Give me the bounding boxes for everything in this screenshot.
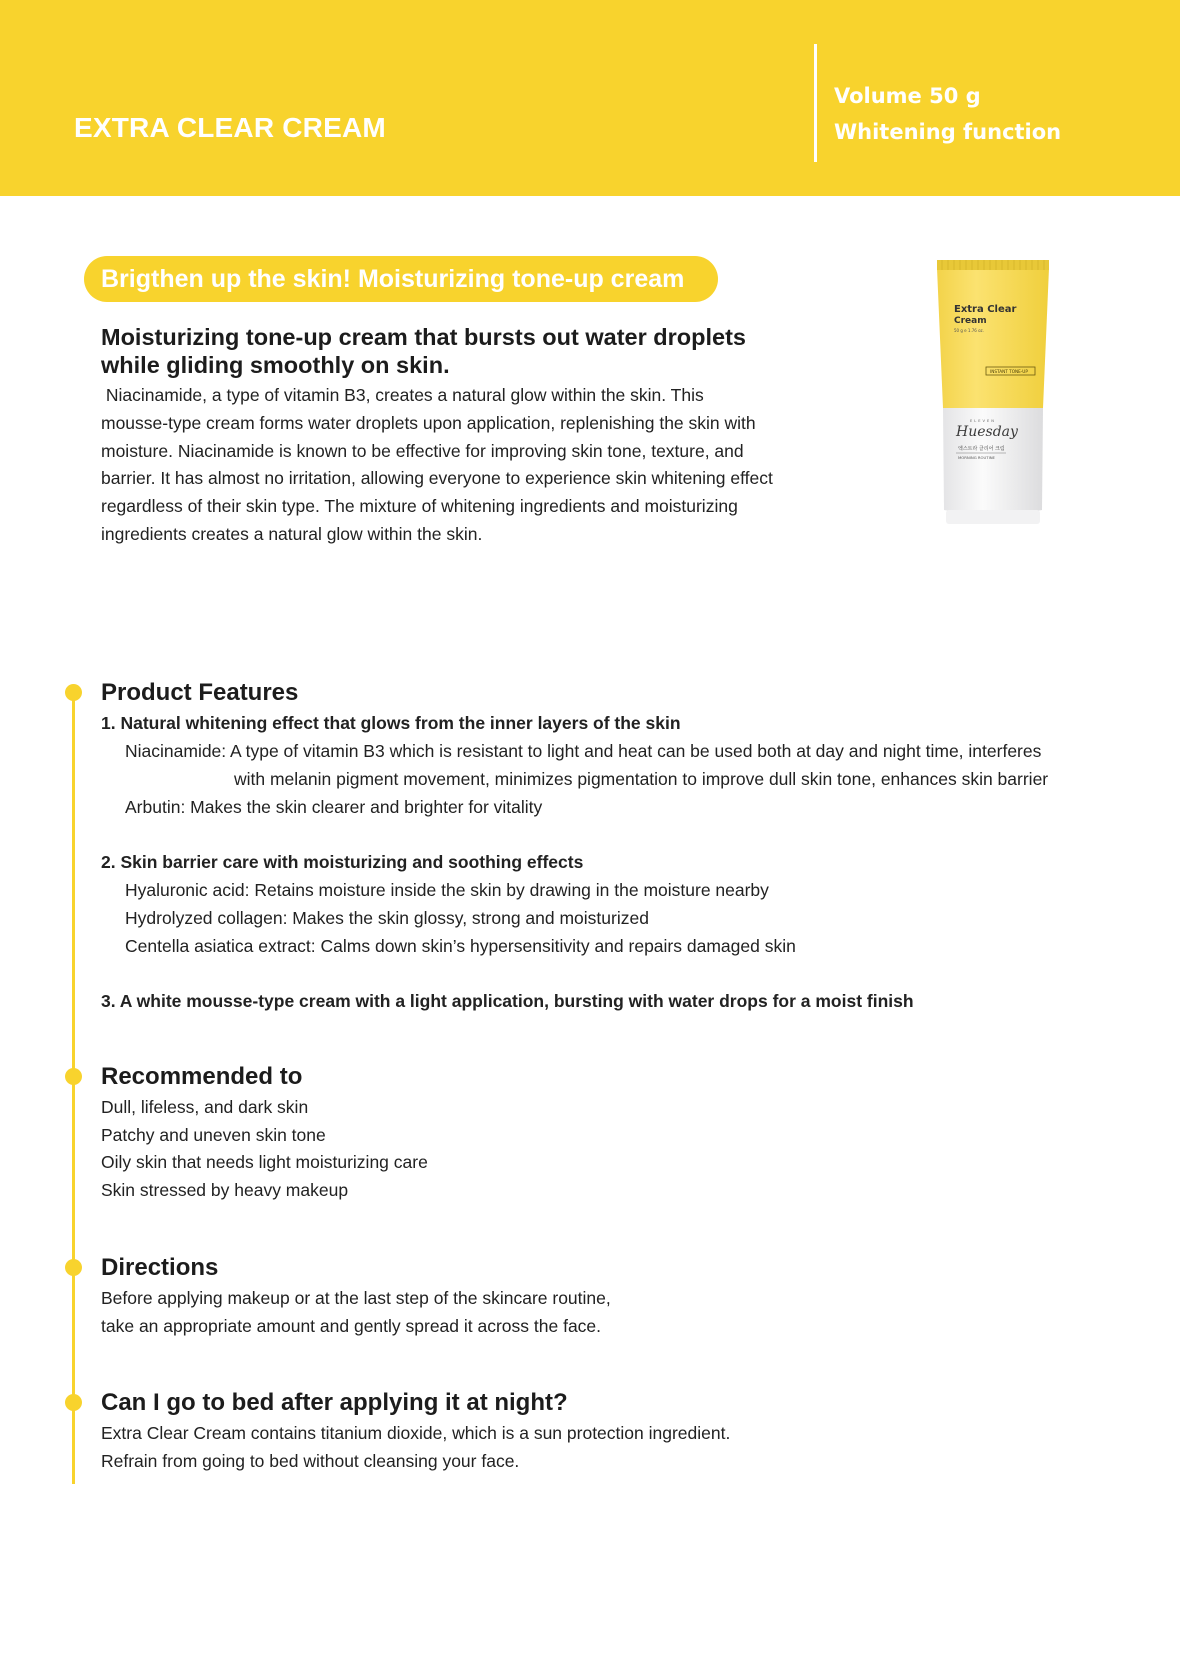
recommended-item: Dull, lifeless, and dark skin [101,1097,309,1117]
timeline-dot [65,1259,82,1276]
feature-1-title: 1. Natural whitening effect that glows from the inner layers of the skin [101,713,681,733]
description-line: Niacinamide, a type of vitamin B3, creates a natural glow within the skin. This [101,385,704,405]
tube-size: 50 g e 1.76 oz. [954,328,984,333]
description-line: ingredients creates a natural glow within the skin. [101,523,483,544]
feature-1-line: Niacinamide: A type of vitamin B3 which is resistant to light and heat can be used both at day and night time, interferes [125,741,1042,761]
product-title: EXTRA CLEAR CREAM [74,112,386,143]
description-line: mousse-type cream forms water droplets upon application, replenishing the skin with [101,412,756,433]
directions-line: take an appropriate amount and gently spread it across the face. [101,1316,602,1336]
timeline-dot [65,1394,82,1411]
feature-3-title: 3. A white mousse-type cream with a light application, bursting with water drops for a moist finish [101,991,914,1011]
tube-korean: 엑스트라 클리어 크림 [958,446,1005,452]
recommended-item: Patchy and uneven skin tone [101,1125,326,1145]
tube-routine: MORNING ROUTINE [958,455,995,460]
recommended-item: Skin stressed by heavy makeup [101,1180,349,1200]
header-divider [814,44,817,162]
tagline-text: Brigthen up the skin! Moisturizing tone-up cream [101,265,685,293]
feature-1-line: Arbutin: Makes the skin clearer and brighter for vitality [125,797,543,817]
tagline-pill [84,256,718,302]
headline-line-1: Moisturizing tone-up cream that bursts out water droplets [101,324,746,350]
features-title: Product Features [101,679,299,706]
headline-line-2: while gliding smoothly on skin. [101,352,450,378]
feature-2-title: 2. Skin barrier care with moisturizing and soothing effects [101,852,584,872]
description-line: regardless of their skin type. The mixture of whitening ingredients and moisturizing [101,496,738,517]
bedtime-line: Extra Clear Cream contains titanium dioxide, which is a sun protection ingredient. [101,1423,731,1443]
headline [101,323,801,379]
feature-2-line: Hyaluronic acid: Retains moisture inside the skin by drawing in the moisture nearby [125,880,769,900]
description-line: barrier. It has almost no irritation, allowing everyone to experience skin whitening effect [101,468,773,489]
directions-line: Before applying makeup or at the last step of the skincare routine, [101,1288,611,1308]
feature-2-line: Hydrolyzed collagen: Makes the skin glossy, strong and moisturized [125,908,649,928]
recommended-item: Oily skin that needs light moisturizing care [101,1152,428,1172]
bedtime-line: Refrain from going to bed without cleansing your face. [101,1451,520,1471]
recommended-title: Recommended to [101,1063,303,1090]
bedtime-title: Can I go to bed after applying it at night? [101,1389,568,1416]
tube-name-2: Cream [954,316,987,326]
timeline-line [72,692,75,1484]
timeline-dot [65,684,82,701]
directions-title: Directions [101,1254,219,1281]
function-spec: Whitening function [834,120,1062,144]
feature-2-line: Centella asiatica extract: Calms down skin’s hypersensitivity and repairs damaged skin [125,936,796,956]
volume-spec: Volume 50 g [834,84,981,108]
description-line: moisture. Niacinamide is known to be effective for improving skin tone, texture, and [101,440,744,461]
feature-1-line: with melanin pigment movement, minimizes pigmentation to improve dull skin tone, enhances skin barrier [234,769,1049,789]
tube-brand: Huesday [956,424,1018,440]
product-tube-image [934,258,1052,532]
timeline-dot [65,1068,82,1085]
tube-badge: INSTANT TONE-UP [990,369,1028,374]
description [101,382,821,549]
tube-brand-small: ELEVEN [970,419,996,423]
header-banner [0,0,1180,196]
tube-name-1: Extra Clear [954,304,1017,315]
